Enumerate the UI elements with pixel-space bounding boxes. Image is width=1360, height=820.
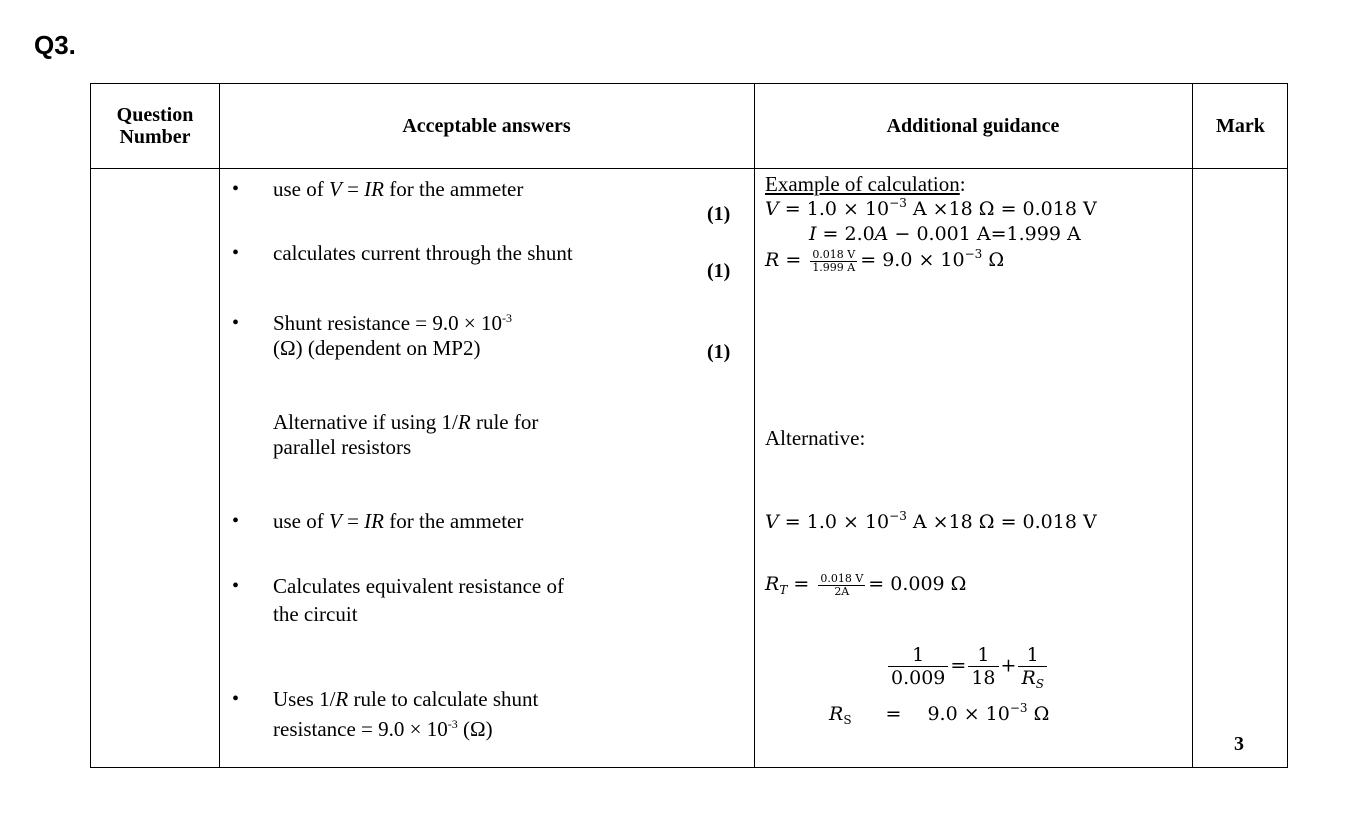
answer-symbol: R	[457, 410, 471, 434]
fraction-numerator: 1	[888, 644, 948, 667]
guidance-alternative-label: Alternative:	[765, 426, 866, 450]
mark-indicator: (1)	[707, 260, 731, 282]
math-symbol: R	[765, 249, 780, 271]
header-mark: Mark	[1216, 115, 1265, 137]
math-text: = 1.0 × 10	[778, 198, 890, 220]
fraction-denominator: 0.009	[891, 667, 946, 689]
answer-text: (Ω)	[457, 717, 493, 741]
math-text: =	[779, 249, 808, 271]
math-subscript: S	[1035, 677, 1044, 691]
math-text: − 0.001 A=1.999 A	[888, 223, 1081, 245]
fraction-denominator: 18	[971, 667, 996, 689]
question-label: Q3.	[34, 30, 76, 60]
math-fraction	[888, 644, 948, 689]
math-text: A ×18 Ω = 0.018 V	[906, 511, 1097, 533]
column-divider	[1192, 84, 1193, 767]
header-additional-guidance: Additional guidance	[886, 115, 1060, 137]
math-fraction	[968, 644, 998, 689]
bullet-icon: •	[232, 178, 240, 200]
math-text: =	[787, 573, 816, 595]
answer-bullet-3-line-2: (Ω) (dependent on MP2)	[273, 336, 481, 360]
bullet-icon: •	[232, 242, 240, 264]
answer-symbol: IR	[364, 177, 384, 201]
answer-text: for the ammeter	[384, 509, 524, 533]
math-symbol: R	[829, 703, 844, 725]
fraction-numerator: 0.018 V	[820, 571, 864, 585]
math-subscript: S	[843, 713, 852, 727]
math-text: +	[1000, 654, 1017, 677]
answer-text: use of	[273, 177, 329, 201]
math-symbol: R	[765, 573, 780, 595]
answer-text: use of	[273, 509, 329, 533]
math-symbol: A	[874, 223, 889, 245]
answer-bullet-6-line-2	[273, 717, 493, 742]
bullet-icon: •	[232, 688, 240, 710]
answer-text: =	[341, 509, 365, 533]
header-question-number	[91, 84, 219, 168]
fraction-denominator: 2A	[834, 584, 850, 598]
math-symbol: V	[765, 198, 779, 220]
math-symbol: V	[765, 511, 779, 533]
total-mark: 3	[1234, 733, 1244, 755]
math-text: = 0.009 Ω	[868, 573, 967, 595]
answer-symbol: V	[329, 509, 342, 533]
bullet-icon: •	[232, 312, 240, 334]
math-symbol: I	[809, 223, 817, 245]
math-fraction	[810, 249, 857, 274]
math-symbol: R	[1021, 667, 1036, 689]
mark-indicator: (1)	[707, 341, 731, 363]
answer-bullet-5-line-1: Calculates equivalent resistance of	[273, 574, 564, 598]
alternative-heading-line-1	[273, 410, 538, 435]
guidance-example-heading	[765, 172, 966, 197]
guidance-alt-voltage	[765, 510, 1097, 534]
answer-bullet-6-line-1	[273, 687, 538, 712]
guidance-calc-resistance	[765, 248, 1004, 274]
math-text: Ω	[982, 249, 1005, 271]
guidance-alt-reciprocal-equation	[886, 644, 1049, 689]
header-question-number-text: Question Number	[116, 104, 194, 148]
answer-bullet-2: calculates current through the shunt	[273, 241, 573, 265]
math-text: =	[950, 654, 967, 677]
answer-bullet-1	[273, 177, 523, 202]
math-exponent: −3	[964, 247, 983, 261]
math-text: Ω	[1027, 703, 1050, 725]
math-exponent: −3	[889, 509, 907, 523]
guidance-text: Example of calculation	[765, 172, 960, 196]
answer-text: resistance = 9.0 × 10	[273, 717, 448, 741]
bullet-icon: •	[232, 575, 240, 597]
math-text: = 2.0	[816, 223, 875, 245]
math-fraction	[1018, 644, 1047, 689]
answer-text: Alternative if using 1/	[273, 410, 458, 434]
answer-exponent: -3	[447, 717, 458, 731]
fraction-numerator: 0.018 V	[812, 247, 856, 261]
math-text: = 9.0 × 10	[860, 249, 965, 271]
header-divider	[91, 168, 1287, 169]
math-text: = 1.0 × 10	[778, 511, 890, 533]
math-text: 9.0 × 10	[927, 703, 1010, 725]
guidance-alt-equivalent-resistance	[765, 572, 966, 598]
math-text: A ×18 Ω = 0.018 V	[906, 198, 1097, 220]
mark-indicator: (1)	[707, 203, 731, 225]
math-exponent: −3	[889, 196, 907, 210]
header-acceptable-answers: Acceptable answers	[402, 115, 571, 137]
answer-text: Shunt resistance = 9.0 × 10	[273, 311, 502, 335]
guidance-calc-voltage	[765, 197, 1097, 221]
answer-text: =	[341, 177, 365, 201]
fraction-numerator: 1	[968, 644, 998, 667]
math-subscript: T	[779, 583, 788, 597]
guidance-text: :	[959, 172, 966, 196]
answer-symbol: V	[329, 177, 342, 201]
column-divider	[754, 84, 755, 767]
math-fraction	[818, 573, 865, 598]
column-divider	[219, 84, 220, 767]
guidance-calc-current	[809, 222, 1081, 246]
answer-text: rule to calculate shunt	[348, 687, 539, 711]
answer-symbol: R	[335, 687, 349, 711]
guidance-alt-shunt-result	[829, 702, 1049, 726]
answer-text: rule for	[470, 410, 539, 434]
answer-text: Uses 1/	[273, 687, 336, 711]
answer-bullet-5-line-2: the circuit	[273, 602, 358, 626]
answer-exponent: -3	[502, 311, 512, 325]
mark-scheme-table	[90, 83, 1288, 768]
answer-symbol: IR	[364, 509, 384, 533]
alternative-heading-line-2: parallel resistors	[273, 435, 412, 459]
answer-bullet-3-line-1	[273, 311, 512, 336]
answer-text: for the ammeter	[384, 177, 524, 201]
math-text: =	[885, 703, 902, 725]
math-exponent: −3	[1009, 701, 1028, 715]
answer-bullet-4	[273, 509, 523, 534]
bullet-icon: •	[232, 510, 240, 532]
fraction-denominator: 1.999 A	[812, 260, 856, 274]
fraction-numerator: 1	[1018, 644, 1047, 667]
fraction-denominator	[1018, 667, 1047, 689]
